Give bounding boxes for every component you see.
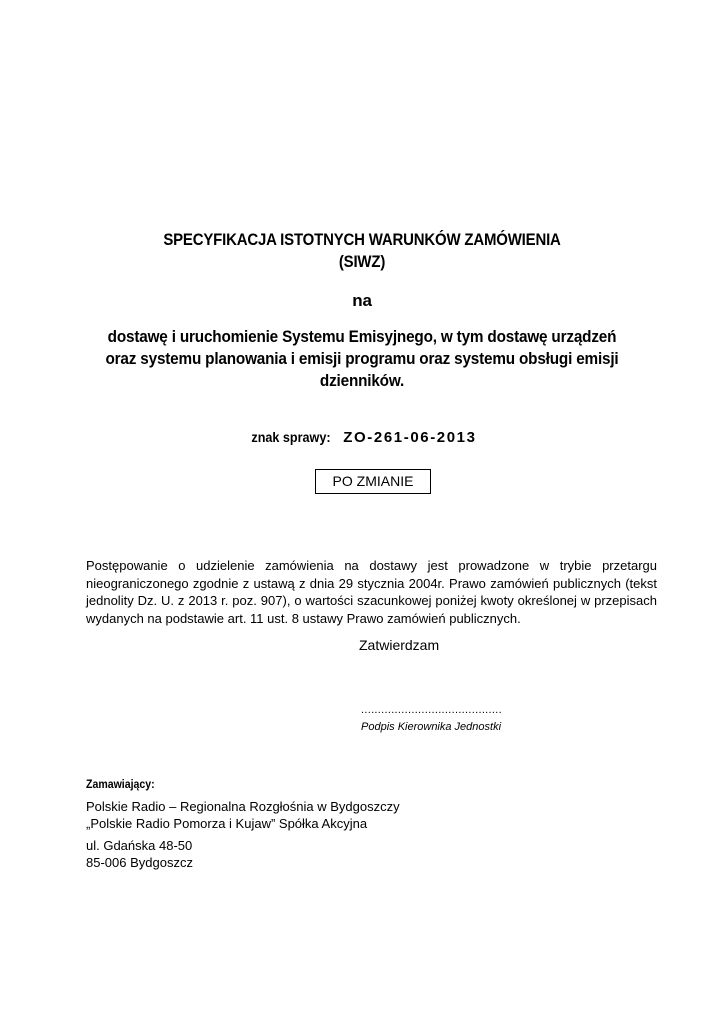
buyer-address-city: 85-006 Bydgoszcz [86,854,193,870]
case-reference [70,427,654,448]
intro-paragraph: Postępowanie o udzielenie zamówienia na dostawy jest prowadzone w trybie przetargu nieograniczonego zgodnie z ustawą z dnia 29 stycznia 2004r. Prawo zamówień publicznych (tekst jednolity Dz. U. z 2013 r. poz. 907), o wartości szacunkowej poniżej kwoty określonej w przepisach wydanych na podstawie art. 11 ust. 8 ustawy Prawo zamówień publicznych. [86,558,657,626]
subject-line-2: oraz systemu planowania i emisji programu oraz systemu obsługi emisji [105,349,619,368]
buyer-name [86,799,400,832]
signature-line: .......................................... [361,704,502,716]
title-connector: na [352,291,372,310]
case-reference-code: ZO-261-06-2013 [343,429,477,446]
buyer-label: Zamawiający: [86,777,155,791]
signature-caption: Podpis Kierownika Jednostki [361,721,502,733]
subject-line-1: dostawę i uruchomienie Systemu Emisyjnego, w tym dostawę urządzeń [107,327,617,346]
document-title [105,229,619,273]
buyer-name-line-1: Polskie Radio – Regionalna Rozgłośnia w Bydgoszczy [86,799,400,814]
title-line-1: SPECYFIKACJA ISTOTNYCH WARUNKÓW ZAMÓWIENIA [163,230,561,249]
status-box: PO ZMIANIE [315,469,431,494]
approval-label: Zatwierdzam [359,637,440,653]
subject-line-3: dzienników. [319,371,405,390]
case-reference-label: znak sprawy: [251,429,331,445]
subject-heading [99,326,625,392]
title-line-2: (SIWZ) [338,252,386,271]
buyer-address-street: ul. Gdańska 48-50 [86,838,193,853]
buyer-name-line-2: „Polskie Radio Pomorza i Kujaw” Spółka Akcyjna [86,815,368,831]
buyer-address [86,838,193,871]
